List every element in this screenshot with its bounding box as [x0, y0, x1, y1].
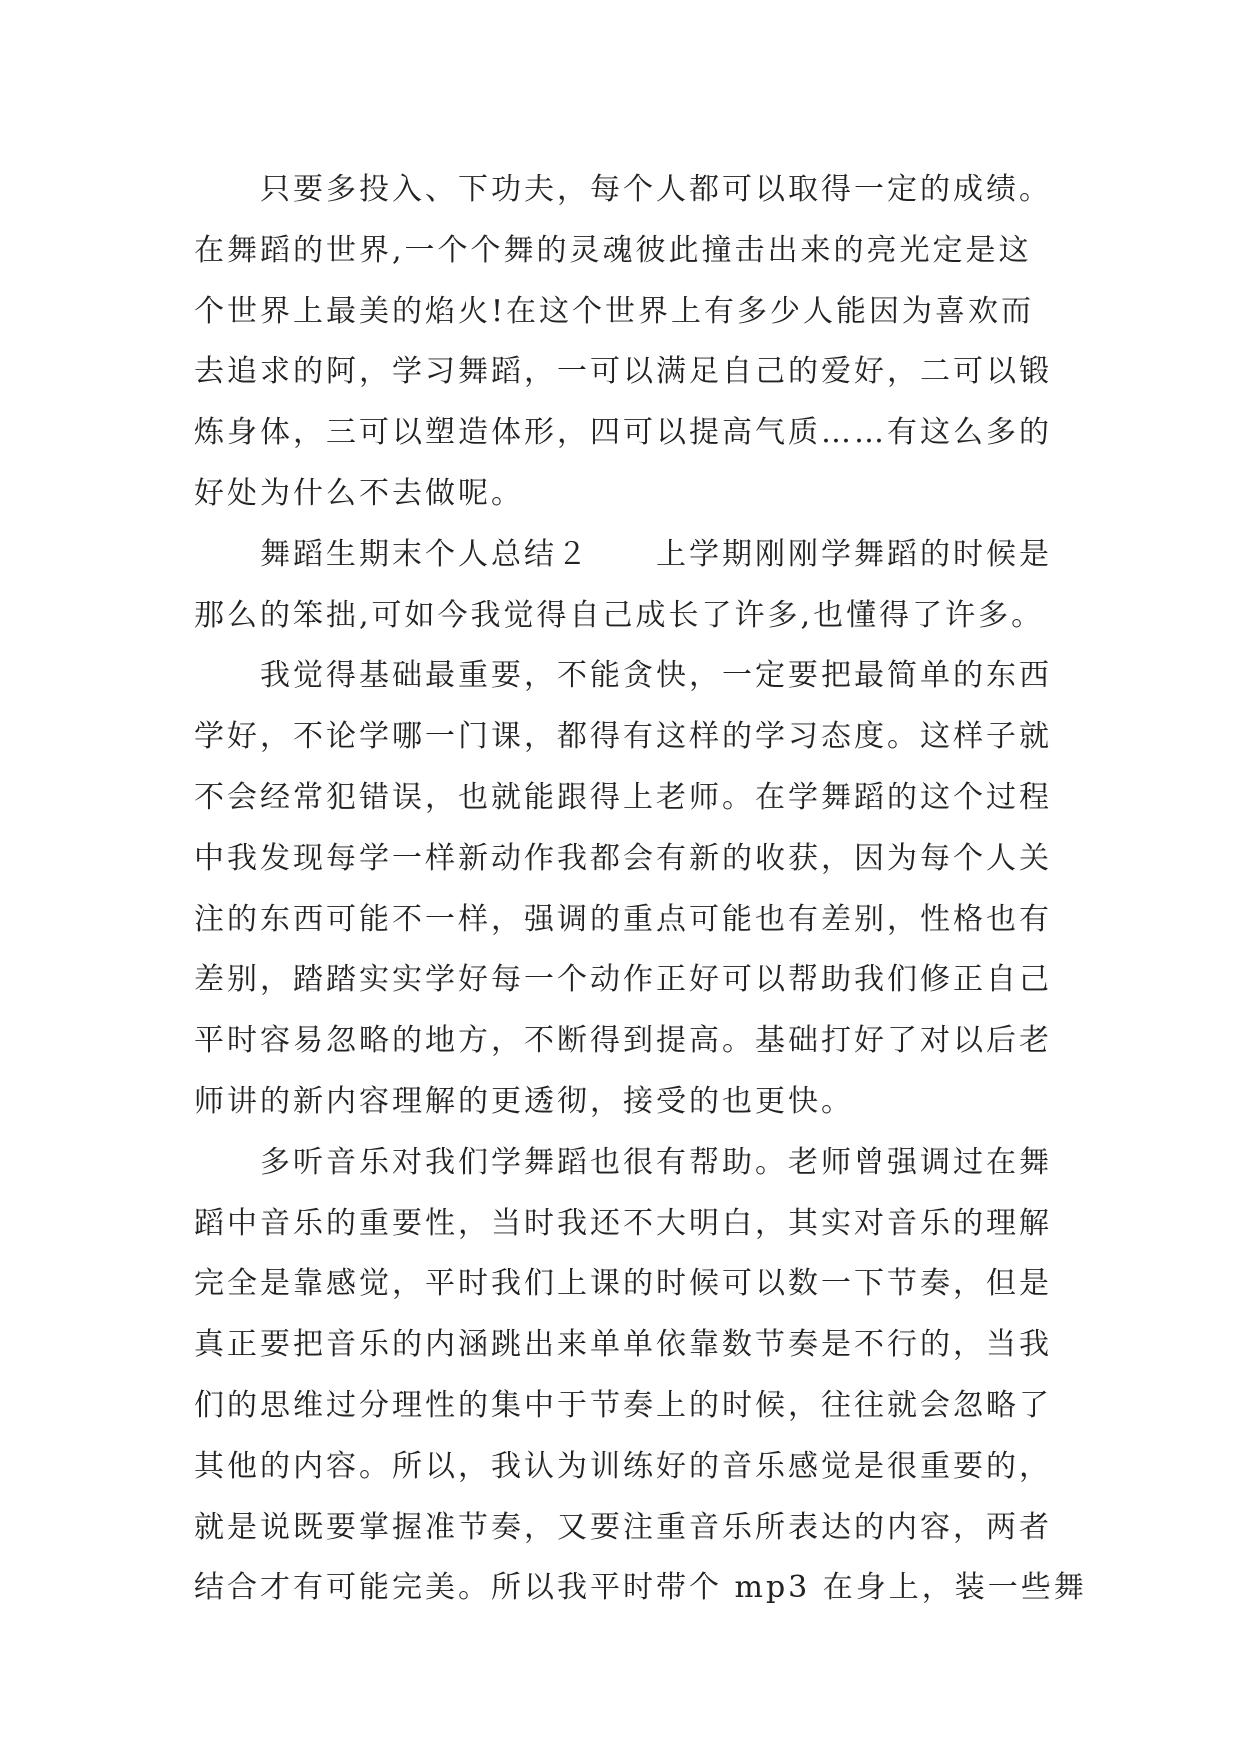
paragraph-line: 不会经常犯错误，也就能跟得上老师。在学舞蹈的这个过程	[194, 779, 1052, 815]
paragraph-line: 真正要把音乐的内涵跳出来单单依靠数节奏是不行的，当我	[194, 1327, 1052, 1363]
paragraph-line: 好处为什么不去做呢。	[194, 475, 524, 511]
paragraph-line: 那么的笨拙,可如今我觉得自己成长了许多,也懂得了许多。	[194, 597, 1045, 633]
paragraph-line: 师讲的新内容理解的更透彻，接受的也更快。	[194, 1083, 854, 1119]
body-text	[194, 160, 1087, 1619]
paragraph-line: 个世界上最美的焰火!在这个世界上有多少人能因为喜欢而	[194, 293, 1035, 329]
paragraph-line: 完全是靠感觉，平时我们上课的时候可以数一下节奏，但是	[194, 1266, 1052, 1302]
section-heading-line: 舞蹈生期末个人总结２ 上学期刚刚学舞蹈的时候是	[260, 536, 1052, 572]
paragraph-line: 平时容易忽略的地方，不断得到提高。基础打好了对以后老	[194, 1023, 1052, 1059]
paragraph-line: 只要多投入、下功夫，每个人都可以取得一定的成绩。	[260, 172, 1052, 207]
paragraph-line: 多听音乐对我们学舞蹈也很有帮助。老师曾强调过在舞	[260, 1144, 1052, 1180]
paragraph-line: 中我发现每学一样新动作我都会有新的收获，因为每个人关	[194, 840, 1052, 876]
paragraph-line: 在舞蹈的世界,一个个舞的灵魂彼此撞击出来的亮光定是这	[194, 232, 1032, 268]
paragraph-line: 结合才有可能完美。所以我平时带个 mp3 在身上，装一些舞	[194, 1570, 1087, 1606]
paragraph-line: 注的东西可能不一样，强调的重点可能也有差别，性格也有	[194, 901, 1052, 937]
paragraph-line: 去追求的阿，学习舞蹈，一可以满足自己的爱好，二可以锻	[194, 354, 1052, 390]
paragraph-line: 我觉得基础最重要，不能贪快，一定要把最简单的东西	[260, 658, 1052, 694]
paragraph-line: 炼身体，三可以塑造体形，四可以提高气质……有这么多的	[194, 415, 1052, 451]
paragraph-line: 蹈中音乐的重要性，当时我还不大明白，其实对音乐的理解	[194, 1205, 1052, 1241]
paragraph-line: 其他的内容。所以，我认为训练好的音乐感觉是很重要的，	[194, 1448, 1052, 1484]
paragraph-line: 差别，踏踏实实学好每一个动作正好可以帮助我们修正自己	[194, 962, 1052, 998]
paragraph-line: 们的思维过分理性的集中于节奏上的时候，往往就会忽略了	[194, 1387, 1052, 1423]
paragraph-line: 学好，不论学哪一门课，都得有这样的学习态度。这样子就	[194, 719, 1052, 755]
paragraph-line: 就是说既要掌握准节奏，又要注重音乐所表达的内容，两者	[194, 1509, 1052, 1545]
